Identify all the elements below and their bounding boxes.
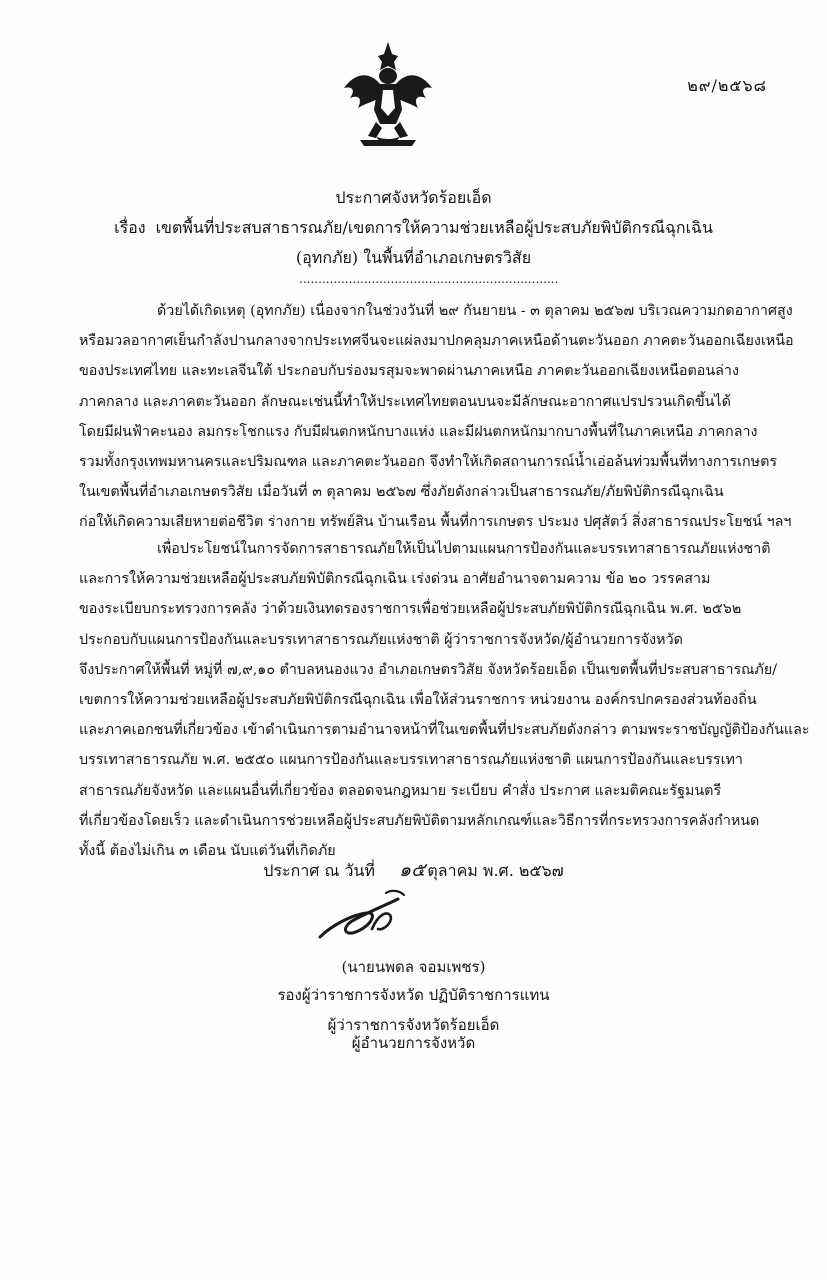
- signer-name: (นายนพดล จอมเพชร): [341, 958, 486, 976]
- subject-label: เรื่อง: [114, 218, 146, 237]
- issued-date-line: [0, 855, 827, 885]
- paragraph-1-line: ของประเทศไทย และทะเลจีนใต้ ประกอบกับร่องมรสุมจะพาดผ่านภาคเหนือ ภาคตะวันออกเฉียงเหนือตอนล่าง: [79, 363, 739, 380]
- paragraph-1-line: ในเขตพื้นที่อำเภอเกษตรวิสัย เมื่อวันที่ ๓ ตุลาคม ๒๕๖๗ ซึ่งภัยดังกล่าวเป็นสาธารณภัย/ภัยพิบัติกรณีฉุกเฉิน: [79, 484, 724, 501]
- paragraph-2-line: บรรเทาสาธารณภัย พ.ศ. ๒๕๕๐ แผนการป้องกันและบรรเทาสาธารณภัยแห่งชาติ แผนการป้องกันและบรรเทา: [79, 752, 743, 769]
- paragraph-2-line: ทั้งนี้ ต้องไม่เกิน ๓ เดือน นับแต่วันที่เกิดภัย: [79, 842, 336, 859]
- document-number: ๒๙/๒๕๖๘: [687, 76, 767, 95]
- issued-prefix: ประกาศ ณ วันที่: [263, 861, 375, 880]
- garuda-emblem-icon: [340, 40, 436, 150]
- signer-position-3: ผู้อำนวยการจังหวัด: [351, 1034, 476, 1052]
- signer-position-1: รองผู้ว่าราชการจังหวัด ปฏิบัติราชการแทน: [277, 986, 550, 1004]
- paragraph-1-line: หรือมวลอากาศเย็นกำลังปานกลางจากประเทศจีนจะแผ่ลงมาปกคลุมภาคเหนือด้านตะวันออก ภาคตะวันออกเฉียงเหนือ: [79, 333, 794, 350]
- subject-line-1: [0, 213, 827, 243]
- paragraph-2-line: เพื่อประโยชน์ในการจัดการสาธารณภัยให้เป็นไปตามแผนการป้องกันและบรรเทาสาธารณภัยแห่งชาติ: [157, 541, 771, 557]
- subject-text-1: เขตพื้นที่ประสบสาธารณภัย/เขตการให้ความช่วยเหลือผู้ประสบภัยพิบัติกรณีฉุกเฉิน: [155, 218, 713, 237]
- paragraph-2: [79, 534, 810, 866]
- paragraph-2-line: ประกอบกับแผนการป้องกันและบรรเทาสาธารณภัยแห่งชาติ ผู้ว่าราชการจังหวัด/ผู้อำนวยการจังหวัด: [79, 631, 683, 648]
- issued-day: ๑๕: [398, 859, 426, 881]
- paragraph-2-line: จึงประกาศให้พื้นที่ หมู่ที่ ๗,๙,๑๐ ตำบลหนองแวง อำเภอเกษตรวิสัย จังหวัดร้อยเอ็ด เป็นเขตพื้นที่ประสบสาธารณภัย/: [79, 661, 778, 678]
- paragraph-1-line: ด้วยได้เกิดเหตุ (อุทกภัย) เนื่องจากในช่วงวันที่ ๒๙ กันยายน - ๓ ตุลาคม ๒๕๖๗ บริเวณความกดอากาศสูง: [157, 303, 793, 319]
- separator-dots: ....................................................................: [299, 272, 559, 286]
- paragraph-1-line: ภาคกลาง และภาคตะวันออก ลักษณะเช่นนี้ทำให้ประเทศไทยตอนบนจะมีลักษณะอากาศแปรปรวนเกิดขึ้นได้: [79, 393, 731, 410]
- handwritten-signature-icon: [312, 885, 422, 955]
- issued-month-year: ตุลาคม พ.ศ. ๒๕๖๗: [427, 861, 564, 880]
- signer-position-2: ผู้ว่าราชการจังหวัดร้อยเอ็ด: [327, 1016, 500, 1034]
- paragraph-1-line: โดยมีฝนฟ้าคะนอง ลมกระโชกแรง กับมีฝนตกหนักบางแห่ง และมีฝนตกหนักมากบางพื้นที่ในภาคเหนือ ภาคกลาง: [79, 423, 758, 440]
- paragraph-2-line: เขตการให้ความช่วยเหลือผู้ประสบภัยพิบัติกรณีฉุกเฉิน เพื่อให้ส่วนราชการ หน่วยงาน องค์กรปกครองส่วนท้องถิ่น: [79, 691, 757, 708]
- paragraph-2-line: และการให้ความช่วยเหลือผู้ประสบภัยพิบัติกรณีฉุกเฉิน เร่งด่วน อาศัยอำนาจตามความ ข้อ ๒๐ วรรคสาม: [79, 571, 711, 588]
- paragraph-2-line: สาธารณภัยจังหวัด และแผนอื่นที่เกี่ยวข้อง ตลอดจนกฎหมาย ระเบียบ คำสั่ง ประกาศ และมติคณะรัฐมนตรี: [79, 782, 722, 799]
- paragraph-2-line: ที่เกี่ยวข้องโดยเร็ว และดำเนินการช่วยเหลือผู้ประสบภัยพิบัติตามหลักเกณฑ์และวิธีการที่กระทรวงการคลังกำหนด: [79, 812, 760, 829]
- title-block: [0, 183, 827, 273]
- paragraph-2-line: และภาคเอกชนที่เกี่ยวข้อง เข้าดำเนินการตามอำนาจหน้าที่ในเขตพื้นที่ประสบภัยดังกล่าว ตามพระราชบัญญัติป้องกันและ: [79, 722, 810, 739]
- paragraph-1-line: รวมทั้งกรุงเทพมหานครและปริมณฑล และภาคตะวันออก จึงทำให้เกิดสถานการณ์น้ำเอ่อล้นท่วมพื้นที่ทางการเกษตร: [79, 453, 778, 470]
- paragraph-1: [79, 296, 794, 538]
- subject-line-2: (อุทกภัย) ในพื้นที่อำเภอเกษตรวิสัย: [295, 248, 532, 267]
- paragraph-1-line: ก่อให้เกิดความเสียหายต่อชีวิต ร่างกาย ทรัพย์สิน บ้านเรือน พื้นที่การเกษตร ประมง ปศุสัตว์ สิ่งสาธารณประโยชน์ ฯลฯ: [79, 514, 792, 531]
- announcement-title: ประกาศจังหวัดร้อยเอ็ด: [335, 188, 492, 207]
- paragraph-2-line: ของระเบียบกระทรวงการคลัง ว่าด้วยเงินทดรองราชการเพื่อช่วยเหลือผู้ประสบภัยพิบัติกรณีฉุกเฉิน พ.ศ. ๒๕๖๒: [79, 601, 742, 618]
